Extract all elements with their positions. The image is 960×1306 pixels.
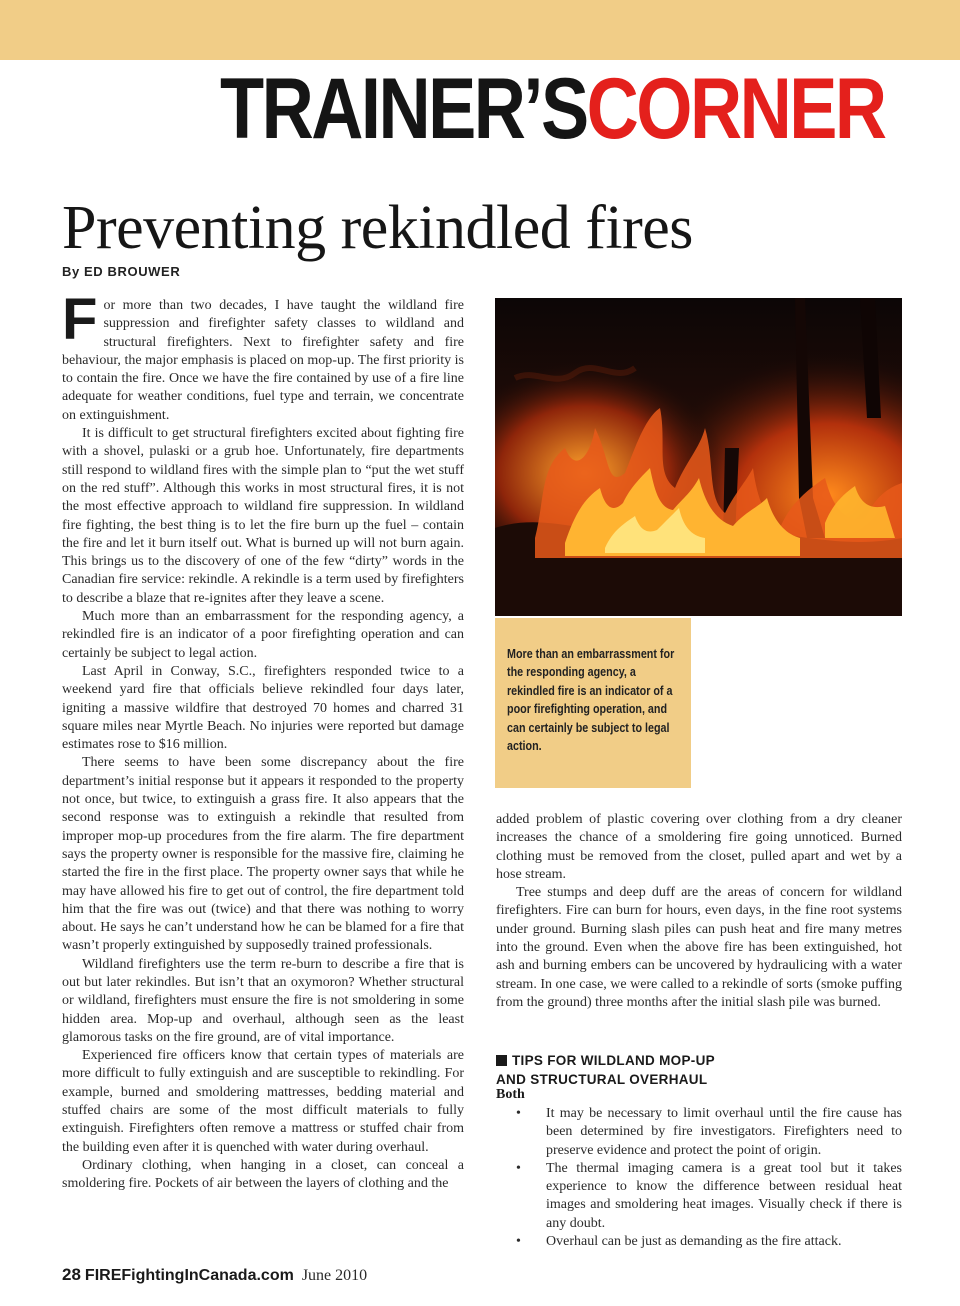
paragraph: Ordinary clothing, when hanging in a closet, can conceal a smoldering fire. Pockets of air between the layers of clothing and the	[62, 1157, 464, 1192]
pull-quote-text: More than an embarrassment for the responding agency, a rekindled fire is an indicator of a poor firefighting operation, and can certainly be subject to legal action.	[507, 647, 675, 754]
paragraph: Last April in Conway, S.C., firefighters responded twice to a weekend yard fire that officials believe rekindled four days later, igniting a massive wildfire that destroyed 70 homes and charred 31 square miles near Myrtle Beach. No injuries were reported but damage estimates rose to $16 million.	[62, 663, 464, 753]
list-item: • Overhaul can be just as demanding as the fire attack.	[496, 1233, 902, 1251]
drop-cap: F	[62, 287, 98, 352]
paragraph: Wildland firefighters use the term re-burn to describe a fire that is out but later rekindles. But isn’t that an oxymoron? Whether structural or wildland, firefighters must ensure the fire is not smoldering in some hidden area. Mop-up and overhaul, although seen as the least glamorous tasks on the fire ground, are of vital importance.	[62, 956, 464, 1045]
paragraph: Much more than an embarrassment for the responding agency, a rekindled fire is an indicator of a poor firefighting operation and can certainly be subject to legal action.	[62, 609, 464, 661]
paragraph: It is difficult to get structural firefighters excited about fighting fire with a shovel, pulaski or a grub hoe. Unfortunately, fire departments still respond to wildland fires with the simple plan to “put the wet stuff on the red stuff”. Although this works in most structural fires, it is not the most effective approach to wildland fire suppression. In wildland fire fighting, the best thing is to let the fire burn up the fuel – contain the fire and let it burn itself out. What is burned up will not burn again. This brings us to the discovery of one of the few “dirty” words in the Canadian fire service: rekindle. A rekindle is a term used by firefighters to describe a blaze that re-ignites after they leave a scene.	[62, 426, 464, 606]
paragraph: added problem of plastic covering over clothing from a dry cleaner increases the chance of a smoldering fire going unnoticed. Burned clothing must be removed from the closet, pulled apart and wet by a hose stream.	[496, 812, 902, 882]
left-column	[62, 287, 464, 1194]
paragraph: Experienced fire officers know that certain types of materials are more difficult to fully extinguish and are susceptible to rekindling. For example, burned and smoldering mattresses, bedding material and stuffed chairs are some of the most difficult materials to fully extinguish. Firefighters often remove a mattress or stuffed chair from the building even after it is quenched with water during overhaul.	[62, 1048, 464, 1155]
banner-corner: CORNER	[586, 61, 885, 157]
top-color-band	[0, 0, 960, 60]
footer-site: FIREFightingInCanada.com	[84, 1267, 294, 1284]
tips-list	[496, 1105, 902, 1251]
banner-trainers: TRAINER’S	[220, 61, 587, 157]
page-footer	[62, 1265, 367, 1285]
right-column	[496, 811, 902, 1012]
section-banner	[220, 61, 885, 157]
paragraph: Tree stumps and deep duff are the areas of concern for wildland firefighters. Fire can burn for hours, even days, in the fine root systems under ground. Burning slash piles can push heat and fire many metres into the ground. Even when the above fire has been extinguished, hot ash and burning embers can be uncovered by hydraulicing with a water stream. In one case, we were called to a rekindle of sorts (smoke puffing from the ground) three months after the initial slash pile was burned.	[496, 885, 902, 1010]
bullet-icon: •	[516, 1106, 521, 1121]
paragraph: There seems to have been some discrepancy about the fire department’s initial response but it appears it responded to the property not once, but twice, to extinguish a grass fire. It also appears that the second response was to extinguish a rekindle that resulted from improper mop-up procedures from the fire alarm. The fire department says the property owner is responsible for the massive fire, claiming he started the fire in the first place. The property owner says that while he may have allowed his fire to get out of control, the fire department told him that the fire was out (twice) and that there was nothing to worry about. He says he can’t understand how he can be blamed for a fire that wasn’t properly extinguished by supposedly trained professionals.	[62, 755, 464, 954]
bullet-icon: •	[516, 1160, 521, 1176]
article-byline: By ED BROUWER	[62, 264, 181, 279]
article-title: Preventing rekindled fires	[62, 194, 693, 262]
paragraph: For more than two decades, I have taught the wildland fire suppression and firefighter safety classes to wildland and structural firefighters. Next to firefighter safety and fire behaviour, the major emphasis is placed on mop-up. The first priority is to contain the fire. Once we have the fire contained by use of a fire line adequate for weather conditions, fuel type and terrain, we concentrate on extinguishment.	[62, 287, 464, 423]
wildfire-photo	[495, 298, 902, 616]
page-number: 28	[62, 1265, 81, 1284]
bullet-icon: •	[516, 1234, 521, 1250]
square-bullet-icon	[496, 1055, 507, 1066]
footer-date: June 2010	[301, 1267, 368, 1284]
list-item: • It may be necessary to limit overhaul until the fire cause has been determined by fire investigators. Firefighters need to preserve evidence and protect the point of origin.	[516, 1106, 902, 1158]
pull-quote-box	[495, 618, 691, 788]
tips-subheading: Both	[496, 1087, 525, 1102]
tips-heading: TIPS FOR WILDLAND MOP-UP AND STRUCTURAL OVERHAUL	[496, 1053, 715, 1087]
list-item: • The thermal imaging camera is a great tool but it takes experience to know the difference between residual heat images and smoldering heat images. Visually check if there is any doubt.	[516, 1160, 902, 1231]
